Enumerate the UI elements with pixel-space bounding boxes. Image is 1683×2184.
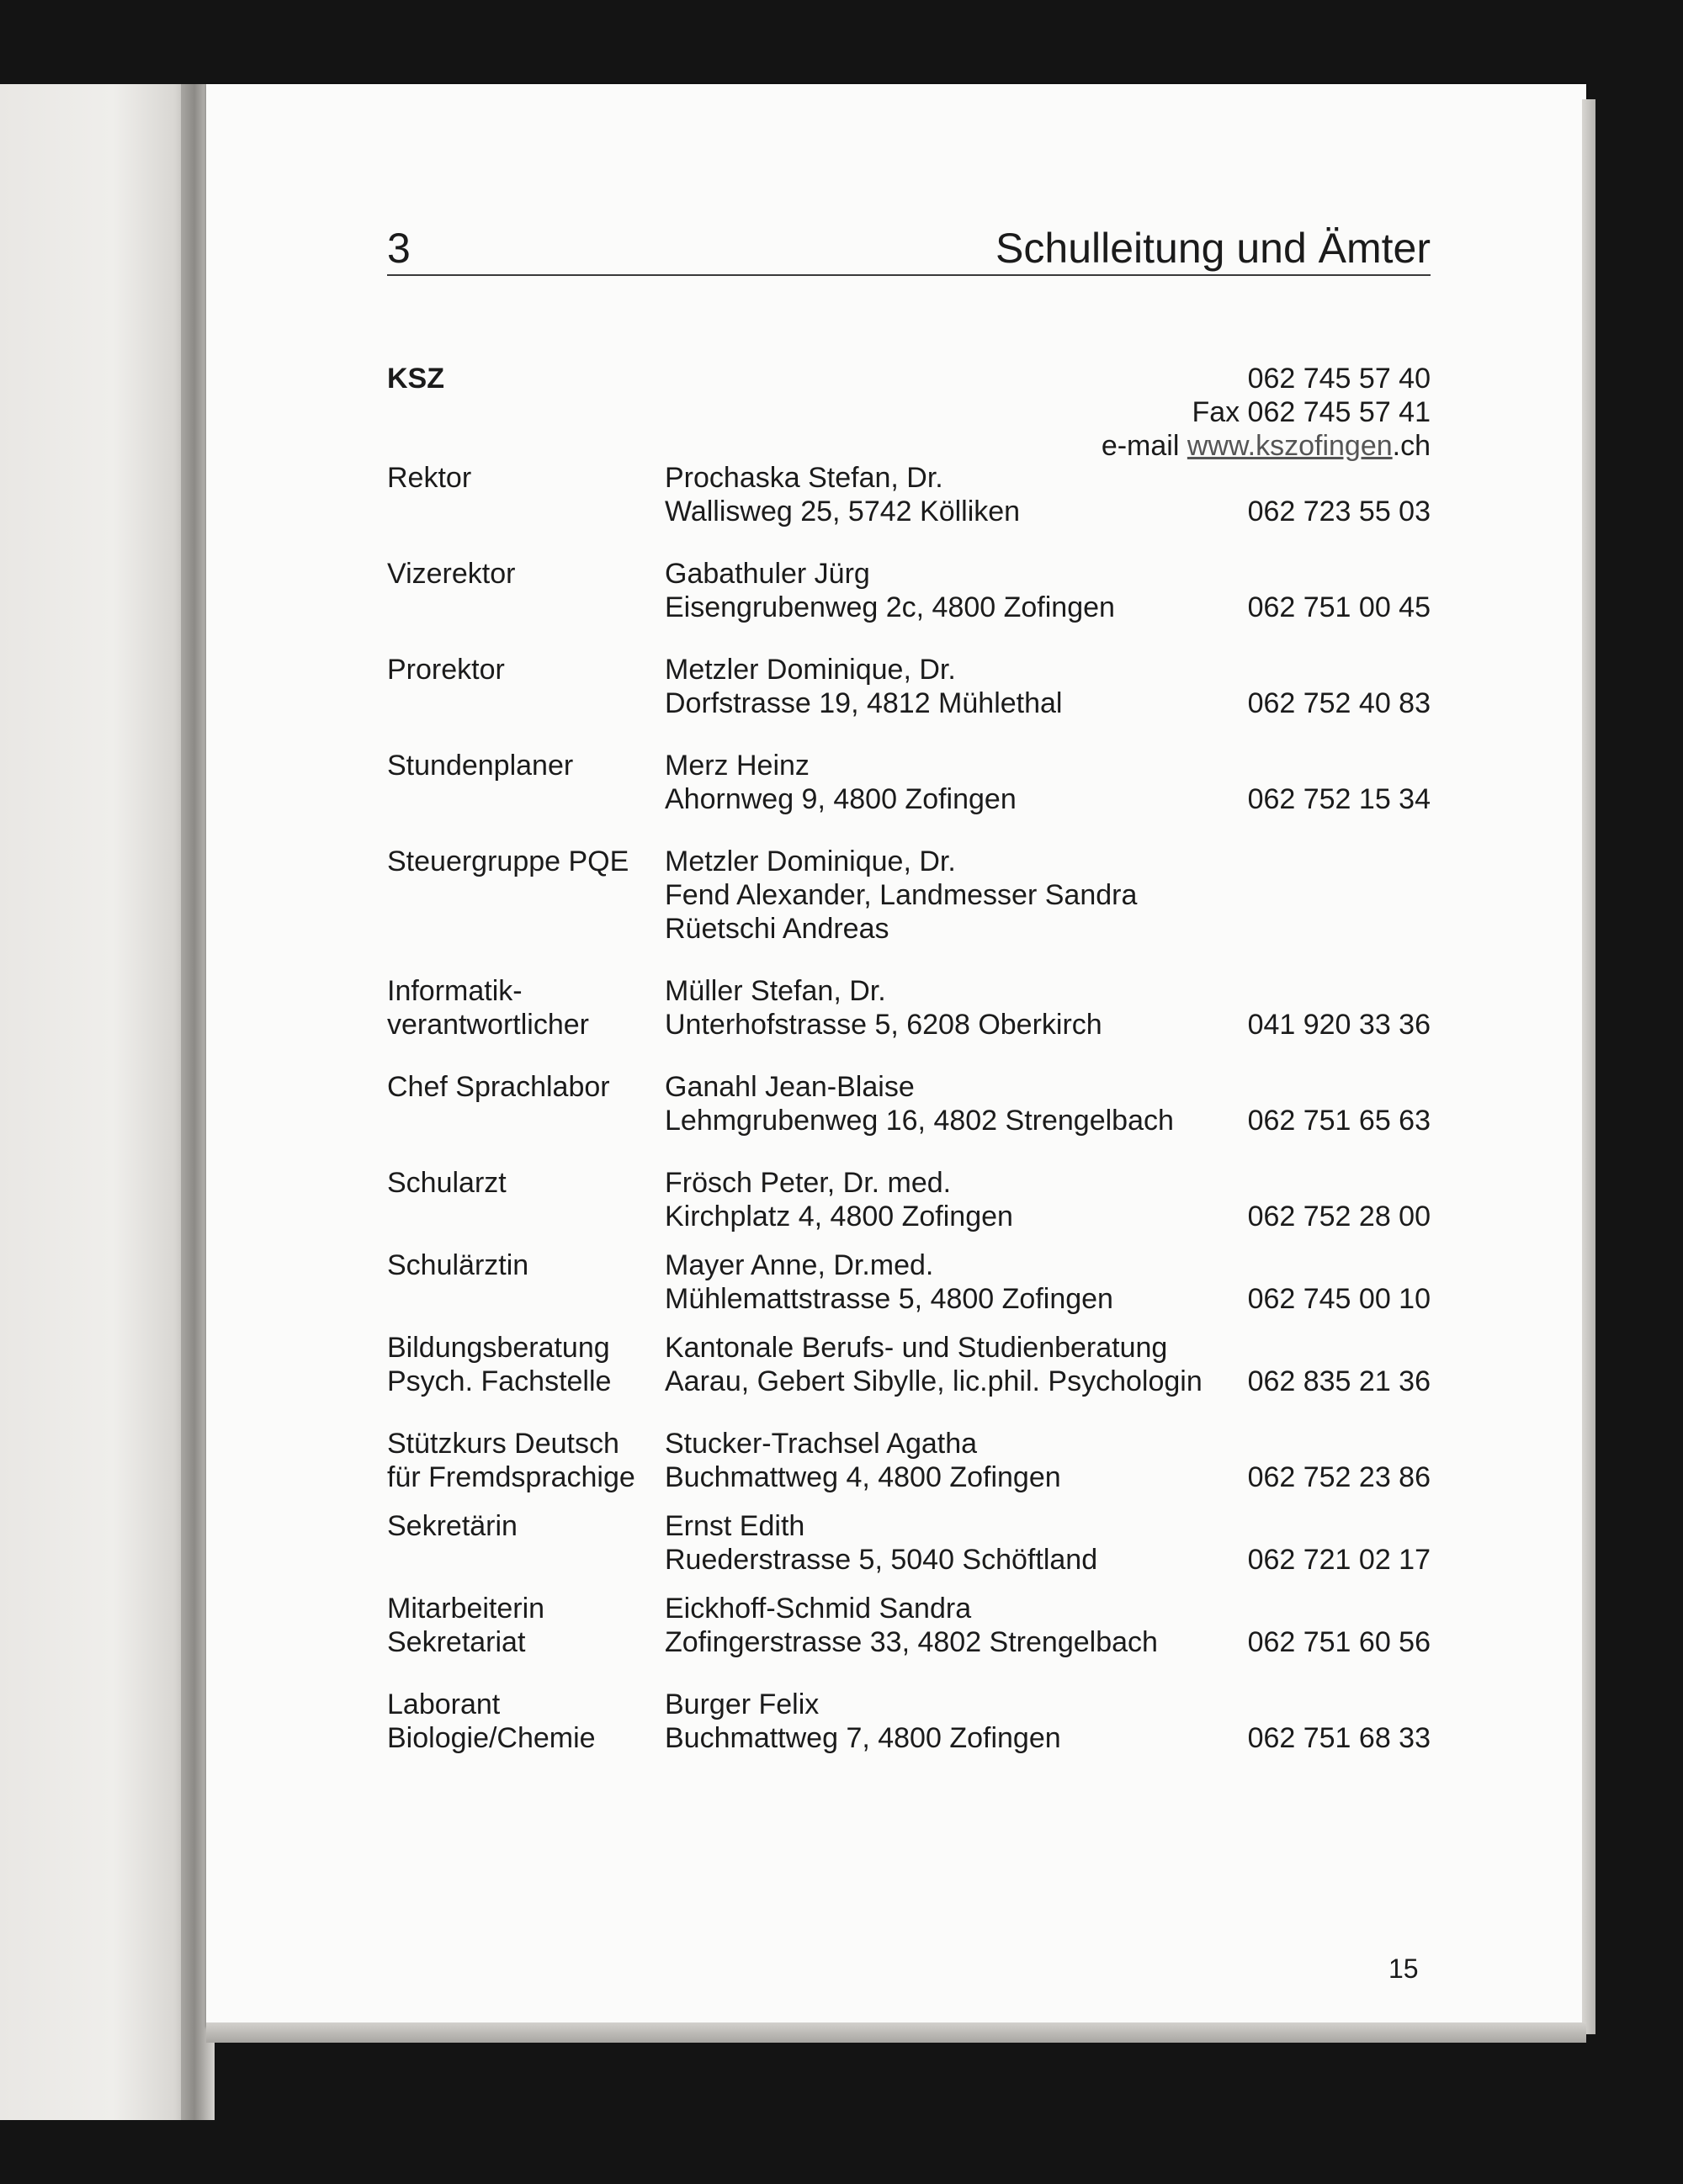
address-line: Dorfstrasse 19, 4812 Mühlethal [665,687,1063,719]
entry-role [387,845,665,946]
person-name: Prochaska Stefan, Dr. [665,462,943,494]
person-name: Merz Heinz [665,750,810,782]
person-name: Kantonale Berufs- und Studienberatung [665,1332,1168,1364]
person-name: Gabathuler Jürg [665,558,870,590]
phone-number: 062 721 02 17 [1247,1544,1431,1576]
role-line: Mitarbeiterin [387,1593,545,1625]
role-line: Sekretärin [387,1510,518,1542]
entry-details [665,845,1431,946]
role-line: Stützkurs Deutsch [387,1428,619,1460]
organization-block [387,362,1431,461]
directory-entry [387,1509,1431,1577]
entry-role [387,461,665,528]
address-line: Buchmattweg 4, 4800 Zofingen [665,1461,1061,1493]
address-line: Buchmattweg 7, 4800 Zofingen [665,1722,1061,1754]
organization-phone: 062 745 57 40 [1247,363,1431,395]
entry-role [387,1070,665,1137]
directory-entry [387,845,1431,946]
website-suffix: .ch [1392,430,1431,462]
person-name: Stucker-Trachsel Agatha [665,1428,978,1460]
role-line: Psych. Fachstelle [387,1365,612,1397]
entry-role [387,1427,665,1494]
directory-entry [387,1688,1431,1755]
address-line: Rüetschi Andreas [665,913,889,945]
phone-number: 062 751 68 33 [1247,1722,1431,1754]
entry-role [387,974,665,1042]
phone-number: 062 751 00 45 [1247,591,1431,623]
role-line: Chef Sprachlabor [387,1071,610,1103]
person-name: Frösch Peter, Dr. med. [665,1167,952,1199]
left-page-edge [0,84,189,2120]
chapter-header [387,220,1431,276]
phone-number: 062 723 55 03 [1247,496,1431,527]
address-line: Wallisweg 25, 5742 Kölliken [665,496,1021,527]
person-name: Eickhoff-Schmid Sandra [665,1593,972,1625]
person-name: Ganahl Jean-Blaise [665,1071,915,1103]
website-link[interactable]: www.kszofingen [1187,430,1393,462]
page-number: 15 [1388,1953,1419,1984]
address-line: Unterhofstrasse 5, 6208 Oberkirch [665,1009,1102,1041]
role-line: für Fremdsprachige [387,1461,635,1493]
organization-contact [1102,362,1431,463]
role-line: Informatik- [387,975,523,1007]
directory-entry [387,653,1431,720]
role-line: Stundenplaner [387,750,574,782]
phone-number: 062 752 28 00 [1247,1201,1431,1232]
person-name: Mayer Anne, Dr.med. [665,1249,934,1281]
entry-role [387,1331,665,1398]
entry-role [387,1166,665,1233]
entry-role [387,1592,665,1659]
person-name: Burger Felix [665,1688,820,1720]
role-line: Steuergruppe PQE [387,846,629,877]
role-line: Vizerektor [387,558,516,590]
address-line: Eisengrubenweg 2c, 4800 Zofingen [665,591,1115,623]
entry-role [387,1248,665,1316]
role-line: verantwortlicher [387,1009,589,1041]
organization-fax: Fax 062 745 57 41 [1192,396,1431,428]
address-line: Ruederstrasse 5, 5040 Schöftland [665,1544,1098,1576]
directory-entry [387,461,1431,528]
staff-directory [387,461,1431,1755]
entry-role [387,1688,665,1755]
role-line: Prorektor [387,654,505,686]
entry-role [387,557,665,624]
directory-entry [387,974,1431,1042]
person-name: Metzler Dominique, Dr. [665,846,956,877]
address-line: Zofingerstrasse 33, 4802 Strengelbach [665,1626,1158,1658]
address-line: Ahornweg 9, 4800 Zofingen [665,783,1017,815]
page-bottom-edge [206,2022,1586,2043]
address-line: Kirchplatz 4, 4800 Zofingen [665,1201,1013,1232]
page-content [387,220,1431,1755]
phone-number: 062 835 21 36 [1247,1365,1431,1397]
chapter-title: Schulleitung und Ämter [995,225,1431,272]
phone-number: 062 745 00 10 [1247,1283,1431,1315]
directory-entry [387,1166,1431,1233]
role-line: Schulärztin [387,1249,529,1281]
person-name: Ernst Edith [665,1510,805,1542]
person-name: Müller Stefan, Dr. [665,975,886,1007]
role-line: Laborant [387,1688,501,1720]
address-line: Aarau, Gebert Sibylle, lic.phil. Psychologin [665,1365,1203,1397]
role-line: Schularzt [387,1167,507,1199]
directory-entry [387,557,1431,624]
directory-entry [387,1592,1431,1659]
phone-number: 062 752 15 34 [1247,783,1431,815]
directory-entry [387,1331,1431,1398]
address-line: Lehmgrubenweg 16, 4802 Strengelbach [665,1105,1174,1137]
directory-entry [387,1427,1431,1494]
entry-role [387,653,665,720]
role-line: Sekretariat [387,1626,526,1658]
directory-entry [387,1070,1431,1137]
person-name: Metzler Dominique, Dr. [665,654,956,686]
address-line: Fend Alexander, Landmesser Sandra [665,879,1138,911]
page-stack-edge [1582,99,1595,2034]
phone-number: 062 752 23 86 [1247,1461,1431,1493]
phone-number: 062 751 60 56 [1247,1626,1431,1658]
directory-entry [387,749,1431,816]
address-line: Mühlemattstrasse 5, 4800 Zofingen [665,1283,1113,1315]
organization-name: KSZ [387,363,444,395]
entry-role [387,749,665,816]
phone-number: 062 752 40 83 [1247,687,1431,719]
role-line: Biologie/Chemie [387,1722,596,1754]
chapter-number: 3 [387,225,411,272]
organization-email [1102,429,1431,463]
role-line: Rektor [387,462,472,494]
email-label: e-mail [1101,430,1180,462]
directory-entry [387,1248,1431,1316]
phone-number: 041 920 33 36 [1247,1009,1431,1041]
phone-number: 062 751 65 63 [1247,1105,1431,1137]
entry-role [387,1509,665,1577]
role-line: Bildungsberatung [387,1332,610,1364]
